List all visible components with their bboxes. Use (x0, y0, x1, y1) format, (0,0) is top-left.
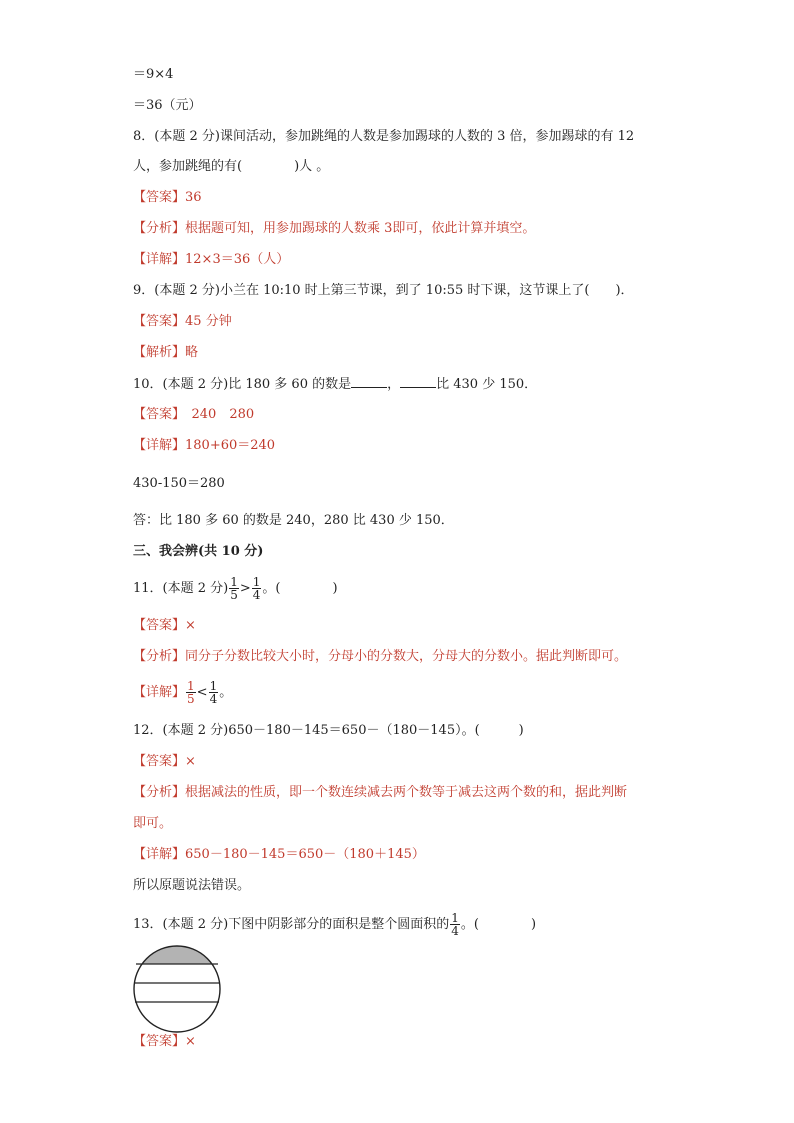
detail-text: 12×3＝36（人） (185, 252, 290, 267)
question-text: 。( ) (460, 917, 537, 932)
detail-text: 180+60＝240 (185, 438, 276, 453)
fraction: $\frac{1}{4}$ (252, 575, 261, 602)
answer-tag: 【答案】 (133, 190, 186, 205)
shaded-region (132, 944, 222, 964)
detail-row (133, 846, 425, 864)
answer-row (133, 313, 232, 331)
compare-sign: < (196, 685, 208, 700)
answer-row (133, 189, 202, 207)
answer-tag: 【答案】 (133, 754, 186, 769)
answer-tag: 【答案】 (133, 407, 179, 422)
answer-tag: 【答案】 (133, 618, 186, 633)
fraction: $\frac{1}{5}$ (230, 575, 238, 602)
calc-line: ＝9×4 (133, 67, 174, 82)
detail-tag: 【详解】 (133, 438, 186, 453)
answer-value: × (185, 1034, 196, 1049)
detail-tag: 【详解】 (133, 685, 186, 700)
answer-row (133, 753, 196, 771)
question-text: 10．(本题 2 分)比 180 多 60 的数是 (133, 377, 352, 392)
answer-row (133, 1033, 196, 1051)
analysis-tag: 【解析】 (133, 345, 186, 360)
answer-value: 240 280 (178, 407, 255, 422)
question-text: 比 430 少 150． (436, 377, 538, 392)
section-title: 三、我会辨(共 10 分) (133, 544, 264, 559)
reply-line: 答：比 180 多 60 的数是 240，280 比 430 少 150． (133, 513, 454, 528)
answer-value: 36 (185, 190, 202, 205)
analysis-text: 同分子分数比较大小时，分母小的分数大，分母大的分数小。据此判断即可。 (185, 649, 628, 664)
fraction: $\frac{1}{5}$ (187, 679, 195, 706)
question-9: 9．(本题 2 分)小兰在 10:10 时上第三节课，到了 10:55 时下课，这节课上了( )． (133, 283, 634, 298)
analysis-tag: 【分析】 (133, 221, 186, 236)
detail-tag: 【详解】 (133, 252, 186, 267)
detail-tag: 【详解】 (133, 847, 186, 862)
answer-tag: 【答案】 (133, 314, 186, 329)
fraction: $\frac{1}{4}$ (451, 911, 459, 938)
analysis-row (133, 784, 627, 802)
detail-row (133, 251, 289, 269)
question-12: 12．(本题 2 分)650－180－145＝650－（180－145）。( ) (133, 723, 524, 738)
answer-row (133, 617, 196, 635)
answer-value: × (185, 618, 196, 633)
question-10 (133, 375, 537, 394)
answer-row (133, 406, 254, 424)
blank-line (351, 375, 387, 388)
answer-value: × (185, 754, 196, 769)
analysis-tag: 【分析】 (133, 649, 186, 664)
detail-text: 650－180－145＝650－（180＋145） (185, 847, 425, 862)
detail-text: 。 (219, 685, 233, 700)
calc-line: ＝36（元） (133, 98, 202, 113)
analysis-row (133, 344, 198, 362)
question-13 (133, 912, 536, 937)
question-8: 8．(本题 2 分)课间活动，参加跳绳的人数是参加踢球的人数的 3 倍，参加踢球的有 12 (133, 129, 635, 144)
detail-row (133, 437, 275, 455)
shaded-circle-figure (132, 944, 222, 1034)
question-text: ， (387, 377, 401, 392)
answer-tag: 【答案】 (133, 1034, 186, 1049)
analysis-text: 根据题可知，用参加踢球的人数乘 3即可，依此计算并填空。 (185, 221, 536, 236)
analysis-row (133, 648, 627, 666)
analysis-text: 略 (185, 345, 199, 360)
calc-line: 430-150＝280 (133, 476, 225, 491)
analysis-cont: 即可。 (133, 816, 173, 831)
question-text: 11．(本题 2 分) (133, 581, 229, 596)
question-text: 13．(本题 2 分)下图中阴影部分的面积是整个圆面积的 (133, 917, 450, 932)
analysis-tag: 【分析】 (133, 785, 186, 800)
detail-row (133, 680, 232, 705)
analysis-text: 根据减法的性质，即一个数连续减去两个数等于减去这两个数的和，据此判断 (185, 785, 628, 800)
question-text: 。( ) (262, 581, 338, 596)
answer-value: 45 分钟 (185, 314, 232, 329)
analysis-row (133, 220, 535, 238)
question-8-cont: 人，参加跳绳的有( )人 。 (133, 159, 330, 174)
compare-sign: > (239, 581, 251, 596)
blank-line (400, 375, 436, 388)
conclusion-line: 所以原题说法错误。 (133, 878, 251, 893)
question-11 (133, 576, 338, 601)
fraction: $\frac{1}{4}$ (209, 679, 218, 706)
